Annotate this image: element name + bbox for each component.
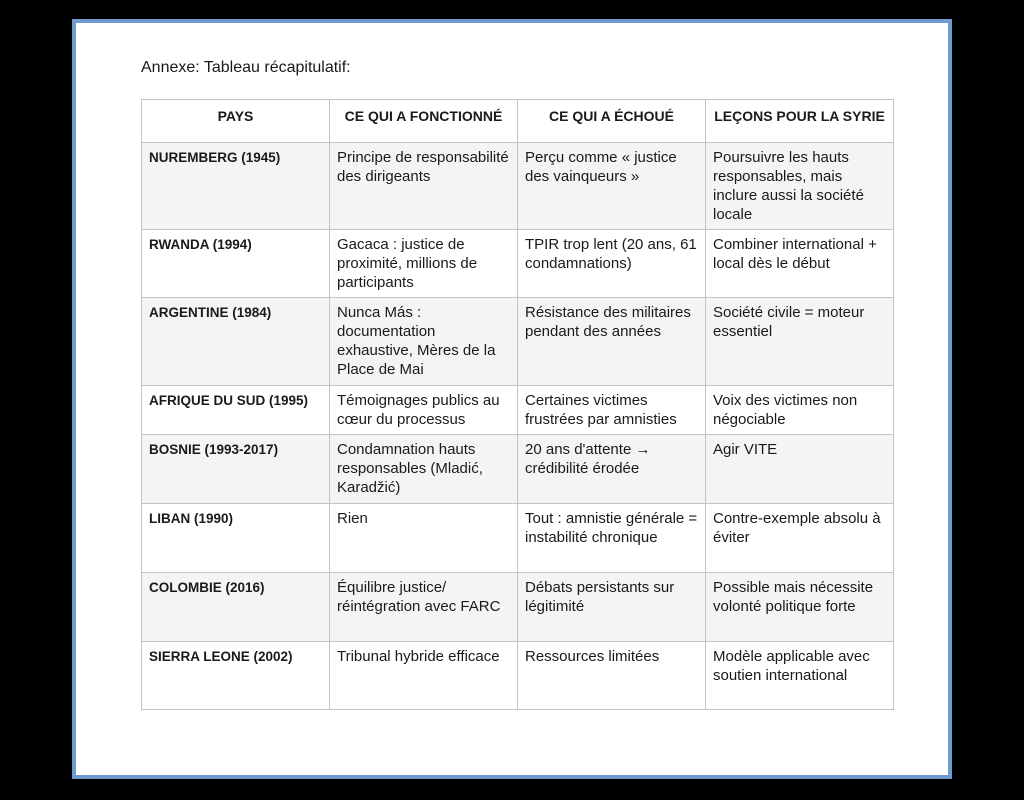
table-row: [142, 504, 894, 573]
lessons-cell: Poursuivre les hauts responsables, mais inclure aussi la société locale: [706, 143, 894, 230]
column-header-country: PAYS: [142, 100, 330, 143]
table-row: [142, 435, 894, 504]
worked-cell: Équilibre justice/ réintégration avec FARC: [330, 573, 518, 642]
header-row: [142, 100, 894, 143]
country-cell: COLOMBIE (2016): [142, 573, 330, 642]
failed-cell: Tout : amnistie générale = instabilité chronique: [518, 504, 706, 573]
worked-cell: Tribunal hybride efficace: [330, 642, 518, 710]
country-cell: SIERRA LEONE (2002): [142, 642, 330, 710]
failed-cell: Certaines victimes frustrées par amnisties: [518, 386, 706, 435]
lessons-cell: Agir VITE: [706, 435, 894, 504]
country-cell: LIBAN (1990): [142, 504, 330, 573]
worked-cell: Rien: [330, 504, 518, 573]
worked-cell: Témoignages publics au cœur du processus: [330, 386, 518, 435]
failed-cell: Débats persistants sur légitimité: [518, 573, 706, 642]
worked-cell: Principe de responsabilité des dirigeants: [330, 143, 518, 230]
worked-cell: Condamnation hauts responsables (Mladić, Karadžić): [330, 435, 518, 504]
worked-cell: Gacaca : justice de proximité, millions de participants: [330, 230, 518, 298]
document-page: [72, 19, 952, 779]
column-header-lessons: LEÇONS POUR LA SYRIE: [706, 100, 894, 143]
lessons-cell: Voix des victimes non négociable: [706, 386, 894, 435]
failed-cell: Perçu comme « justice des vainqueurs »: [518, 143, 706, 230]
failed-cell: TPIR trop lent (20 ans, 61 condamnations): [518, 230, 706, 298]
lessons-cell: Société civile = moteur essentiel: [706, 298, 894, 386]
table-row: [142, 143, 894, 230]
country-cell: ARGENTINE (1984): [142, 298, 330, 386]
table-caption: Annexe: Tableau récapitulatif:: [141, 59, 351, 76]
table-row: [142, 230, 894, 298]
country-cell: NUREMBERG (1945): [142, 143, 330, 230]
country-cell: BOSNIE (1993-2017): [142, 435, 330, 504]
failed-cell: Ressources limitées: [518, 642, 706, 710]
column-header-worked: CE QUI A FONCTIONNÉ: [330, 100, 518, 143]
summary-table: [141, 99, 894, 710]
table-row: [142, 573, 894, 642]
lessons-cell: Contre-exemple absolu à éviter: [706, 504, 894, 573]
lessons-cell: Modèle applicable avec soutien international: [706, 642, 894, 710]
lessons-cell: Combiner international + local dès le début: [706, 230, 894, 298]
table-row: [142, 642, 894, 710]
country-cell: AFRIQUE DU SUD (1995): [142, 386, 330, 435]
failed-cell: 20 ans d'attente → crédibilité érodée: [518, 435, 706, 504]
lessons-cell: Possible mais nécessite volonté politique forte: [706, 573, 894, 642]
failed-cell: Résistance des militaires pendant des années: [518, 298, 706, 386]
column-header-failed: CE QUI A ÉCHOUÉ: [518, 100, 706, 143]
table-row: [142, 298, 894, 386]
worked-cell: Nunca Más : documentation exhaustive, Mères de la Place de Mai: [330, 298, 518, 386]
country-cell: RWANDA (1994): [142, 230, 330, 298]
table-row: [142, 386, 894, 435]
